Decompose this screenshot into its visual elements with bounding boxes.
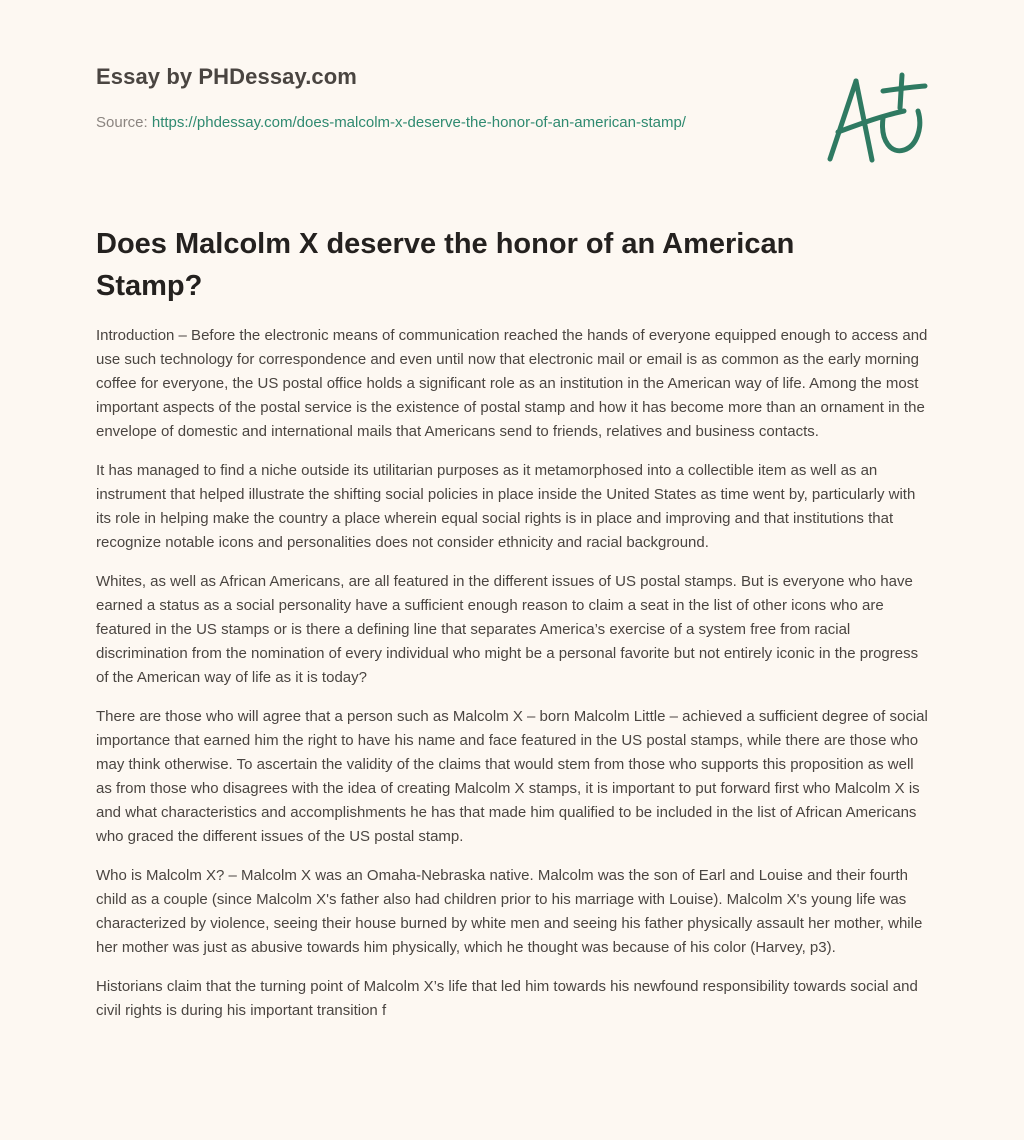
site-brand: Essay by PHDessay.com [96, 64, 357, 89]
essay-paragraph: There are those who will agree that a person such as Malcolm X – born Malcolm Little – achieved a sufficient degree of social importance that earned him the right to have his name and face featured in the US postal stamps, while there are those who may think otherwise. To ascertain the validity of the claims that would stem from those who supports this proposition as well as from those who disagrees with the idea of creating Malcolm X stamps, it is important to put forward first who Malcolm X is and what characteristics and accomplishments he has that made him qualified to be included in the list of African Americans who graced the different issues of the US postal stamp. [96, 708, 928, 845]
essay-paragraph: Introduction – Before the electronic means of communication reached the hands of everyone equipped enough to access and use such technology for correspondence and even until now that electronic mail or email is as common as the early morning coffee for everyone, the US postal office holds a significant role as an institution in the American way of life. Among the most important aspects of the postal service is the existence of postal stamp and how it has become more than an ornament in the envelope of domestic and international mails that Americans send to friends, relatives and business contacts. [96, 327, 928, 440]
source-label: Source: [96, 114, 148, 131]
essay-paragraph: Historians claim that the turning point of Malcolm X’s life that led him towards his newfound responsibility towards social and civil rights is during his important transition f [96, 978, 918, 1019]
a-plus-logo-icon [820, 68, 930, 168]
essay-paragraph: It has managed to find a niche outside its utilitarian purposes as it metamorphosed into a collectible item as well as an instrument that helped illustrate the shifting social policies in place inside the United States as time went by, particularly with its role in helping make the country a place wherein equal social rights is in place and improving and that institutions that recognize notable icons and personalities does not consider ethnicity and racial background. [96, 462, 916, 551]
a-plus-logo-svg [820, 68, 930, 168]
essay-paragraph: Whites, as well as African Americans, are all featured in the different issues of US postal stamps. But is everyone who have earned a status as a social personality have a sufficient enough reason to claim a seat in the list of other icons who are featured in the US stamps or is there a defining line that separates America’s exercise of a system free from racial discrimination from the nomination of every individual who might be a personal favorite but not entirely iconic in the progress of the American way of life as it is today? [96, 573, 919, 686]
source-link[interactable]: https://phdessay.com/does-malcolm-x-deserve-the-honor-of-an-american-stamp/ [151, 114, 686, 131]
essay-body [96, 324, 930, 1038]
essay-page [96, 0, 930, 1140]
essay-title: Does Malcolm X deserve the honor of an American Stamp? [96, 228, 795, 302]
essay-paragraph: Who is Malcolm X? – Malcolm X was an Omaha-Nebraska native. Malcolm was the son of Earl and Louise and their fourth child as a couple (since Malcolm X's father also had children prior to his marriage with Louise). Malcolm X's young life was characterized by violence, seeing their house burned by white men and seeing his father physically assault her mother, while her mother was just as abusive towards him physically, which he thought was because of his color (Harvey, p3). [96, 867, 923, 956]
bottom-fade [0, 1120, 1024, 1140]
source-line [96, 111, 736, 135]
